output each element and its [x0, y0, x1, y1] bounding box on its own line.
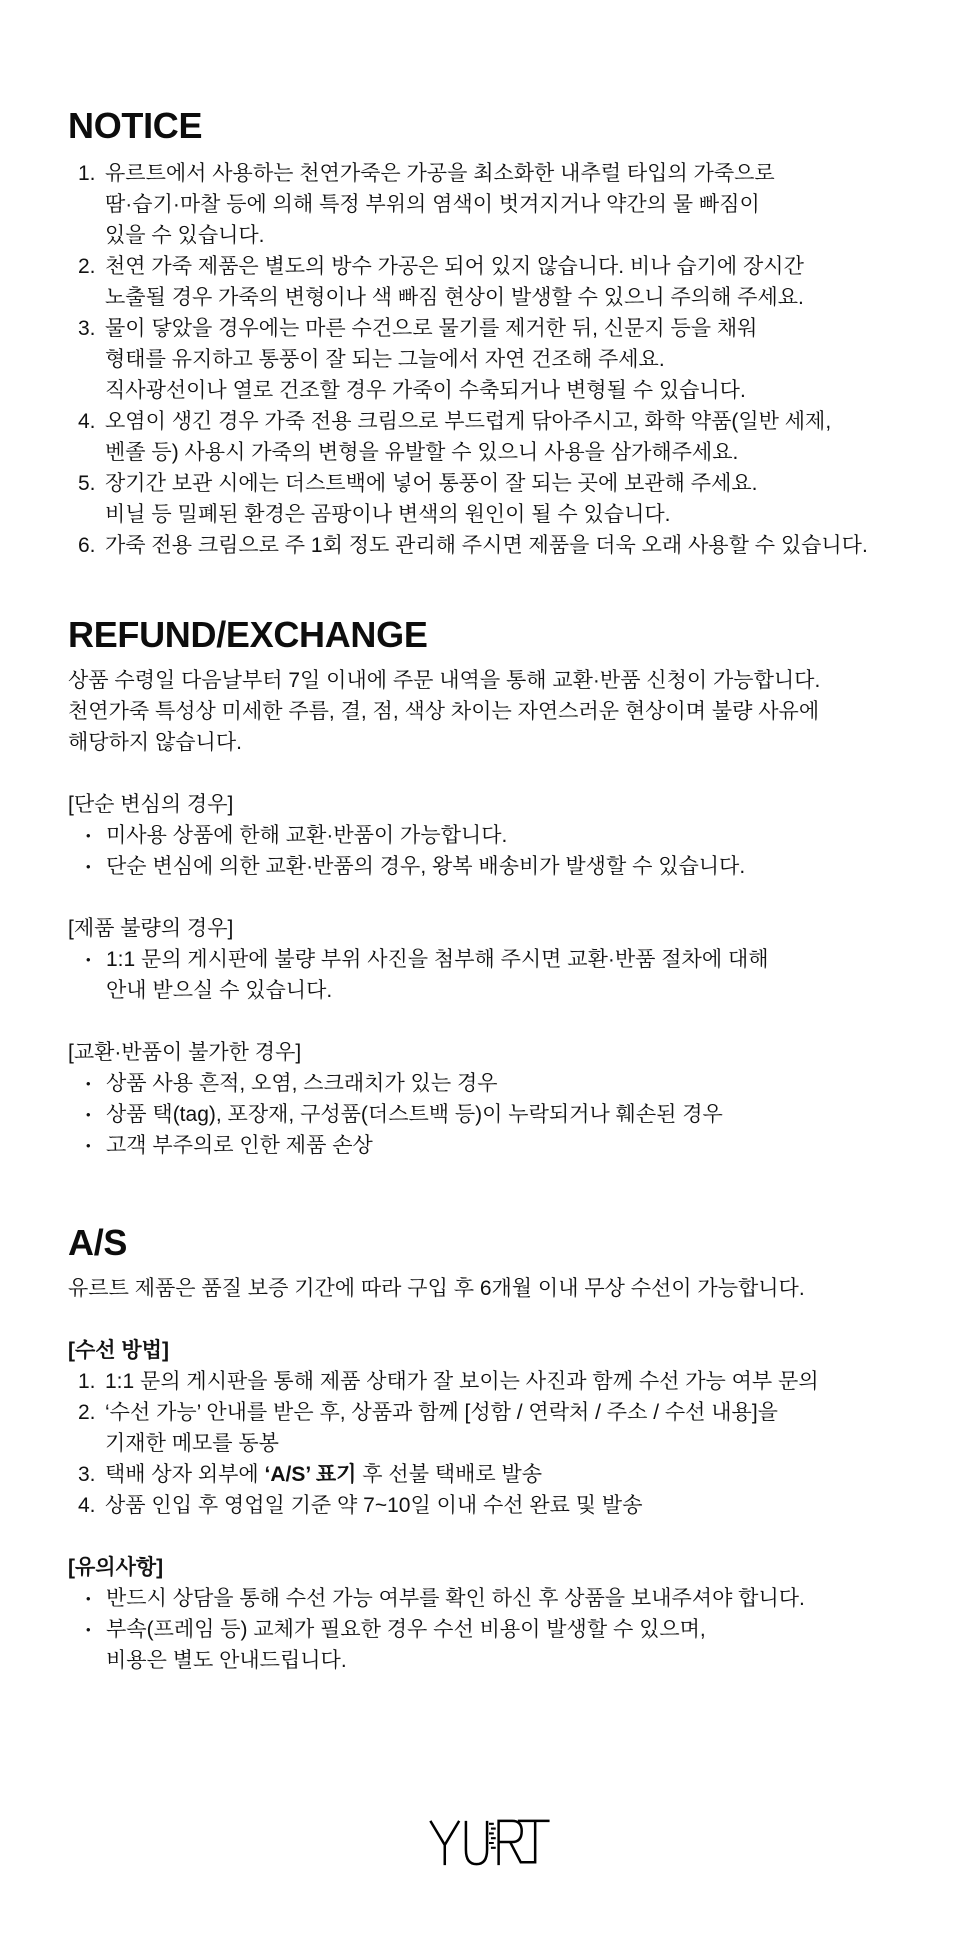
as-method-line: [105, 1459, 910, 1490]
bullet-item: [68, 851, 910, 882]
bullet-line: 반드시 상담을 통해 수선 가능 여부를 확인 하신 후 상품을 보내주셔야 합니다.: [106, 1587, 805, 1610]
notice-item: [68, 530, 910, 561]
notice-title: NOTICE: [68, 105, 203, 146]
notice-item-line: 물이 닿았을 경우에는 마른 수건으로 물기를 제거한 뒤, 신문지 등을 채워: [105, 317, 758, 340]
refund-group-not-allowed: [68, 1068, 910, 1161]
refund-intro-line: 상품 수령일 다음날부터 7일 이내에 주문 내역을 통해 교환·반품 신청이 가능합니다.: [68, 669, 821, 692]
bullet-icon: •: [86, 1107, 91, 1122]
as-method-line: 기재한 메모를 동봉: [105, 1432, 279, 1455]
as-marking-bold: ‘A/S’ 표기: [264, 1463, 357, 1486]
item-number: 1.: [78, 1370, 96, 1393]
refund-exchange-title: REFUND/EXCHANGE: [68, 614, 428, 655]
notice-item-line: 유르트에서 사용하는 천연가죽은 가공을 최소화한 내추럴 타입의 가죽으로: [105, 162, 775, 185]
refund-intro: [68, 665, 910, 758]
notice-list: [68, 158, 910, 561]
as-method-item: [68, 1397, 910, 1459]
as-method-line: 상품 인입 후 영업일 기준 약 7~10일 이내 수선 완료 및 발송: [105, 1494, 643, 1517]
item-number: 1.: [78, 162, 96, 185]
bullet-line: 단순 변심에 의한 교환·반품의 경우, 왕복 배송비가 발생할 수 있습니다.: [106, 855, 746, 878]
as-method-line-suffix: 후 선불 택배로 발송: [356, 1463, 543, 1486]
bullet-item: [68, 1614, 910, 1676]
as-method-item: [68, 1490, 910, 1521]
refund-group-change-of-mind: [68, 820, 910, 882]
bullet-item: [68, 1099, 910, 1130]
item-number: 6.: [78, 534, 96, 557]
refund-intro-line: 해당하지 않습니다.: [68, 731, 242, 754]
refund-intro-line: 천연가죽 특성상 미세한 주름, 결, 점, 색상 차이는 자연스러운 현상이며 불량 사유에: [68, 700, 820, 723]
notice-item-line: 있을 수 있습니다.: [105, 224, 265, 247]
notice-item-line: 장기간 보관 시에는 더스트백에 넣어 통풍이 잘 되는 곳에 보관해 주세요.: [105, 472, 758, 495]
as-intro: 유르트 제품은 품질 보증 기간에 따라 구입 후 6개월 이내 무상 수선이 가능합니다.: [68, 1277, 805, 1300]
notice-item: [68, 158, 910, 251]
bullet-item: [68, 1583, 910, 1614]
bullet-icon: •: [86, 1622, 91, 1637]
bullet-line: 상품 사용 흔적, 오염, 스크래치가 있는 경우: [106, 1072, 498, 1095]
notice-item-line: 벤졸 등) 사용시 가죽의 변형을 유발할 수 있으니 사용을 삼가해주세요.: [105, 441, 739, 464]
brand-logo: [68, 1818, 910, 1868]
bullet-item: [68, 820, 910, 851]
stitch-marks-icon: [489, 1824, 496, 1848]
as-method-line: 1:1 문의 게시판을 통해 제품 상태가 잘 보이는 사진과 함께 수선 가능 여부 문의: [105, 1370, 819, 1393]
yurt-logo-icon: [425, 1818, 553, 1868]
item-number: 2.: [78, 255, 96, 278]
notice-item-line: 형태를 유지하고 통풍이 잘 되는 그늘에서 자연 건조해 주세요.: [105, 348, 665, 371]
refund-group-header-defect: [제품 불량의 경우]: [68, 917, 234, 940]
bullet-item: [68, 1068, 910, 1099]
refund-group-defect: [68, 944, 910, 1006]
as-method-header: [수선 방법]: [68, 1339, 169, 1362]
refund-group-header-change-of-mind: [단순 변심의 경우]: [68, 793, 234, 816]
notice-item-line: 가죽 전용 크림으로 주 1회 정도 관리해 주시면 제품을 더욱 오래 사용할 수 있습니다.: [105, 534, 868, 557]
bullet-item: [68, 1130, 910, 1161]
as-caution-header: [유의사항]: [68, 1556, 164, 1579]
bullet-line: 1:1 문의 게시판에 불량 부위 사진을 첨부해 주시면 교환·반품 절차에 대해: [106, 948, 769, 971]
bullet-icon: •: [86, 1076, 91, 1091]
bullet-line: 비용은 별도 안내드립니다.: [106, 1649, 347, 1672]
notice-item: [68, 251, 910, 313]
notice-item-line: 오염이 생긴 경우 가죽 전용 크림으로 부드럽게 닦아주시고, 화학 약품(일반 세제,: [105, 410, 832, 433]
as-method-item: [68, 1459, 910, 1490]
as-method-item: [68, 1366, 910, 1397]
refund-group-header-not-allowed: [교환·반품이 불가한 경우]: [68, 1041, 302, 1064]
item-number: 4.: [78, 1494, 96, 1517]
bullet-item: [68, 944, 910, 1006]
item-number: 2.: [78, 1401, 96, 1424]
bullet-line: 부속(프레임 등) 교체가 필요한 경우 수선 비용이 발생할 수 있으며,: [106, 1618, 706, 1641]
notice-item: [68, 406, 910, 468]
notice-item: [68, 313, 910, 406]
as-method-list: [68, 1366, 910, 1521]
notice-item-line: 직사광선이나 열로 건조할 경우 가죽이 수축되거나 변형될 수 있습니다.: [105, 379, 746, 402]
item-number: 4.: [78, 410, 96, 433]
notice-item: [68, 468, 910, 530]
bullet-icon: •: [86, 1138, 91, 1153]
bullet-icon: •: [86, 828, 91, 843]
as-method-line: ‘수선 가능’ 안내를 받은 후, 상품과 함께 [성함 / 연락처 / 주소 / 수선 내용]을: [105, 1401, 778, 1424]
notice-item-line: 비닐 등 밀폐된 환경은 곰팡이나 변색의 원인이 될 수 있습니다.: [105, 503, 671, 526]
bullet-line: 고객 부주의로 인한 제품 손상: [106, 1134, 373, 1157]
bullet-icon: •: [86, 859, 91, 874]
as-caution-list: [68, 1583, 910, 1676]
bullet-line: 안내 받으실 수 있습니다.: [106, 979, 333, 1002]
as-method-line-prefix: 택배 상자 외부에: [105, 1463, 265, 1486]
item-number: 3.: [78, 317, 96, 340]
notice-item-line: 노출될 경우 가죽의 변형이나 색 빠짐 현상이 발생할 수 있으니 주의해 주세요.: [105, 286, 804, 309]
item-number: 5.: [78, 472, 96, 495]
bullet-line: 상품 택(tag), 포장재, 구성품(더스트백 등)이 누락되거나 훼손된 경우: [106, 1103, 723, 1126]
item-number: 3.: [78, 1463, 96, 1486]
bullet-line: 미사용 상품에 한해 교환·반품이 가능합니다.: [106, 824, 508, 847]
bullet-icon: •: [86, 952, 91, 967]
bullet-icon: •: [86, 1591, 91, 1606]
notice-item-line: 땀·습기·마찰 등에 의해 특정 부위의 염색이 벗겨지거나 약간의 물 빠짐이: [105, 193, 760, 216]
as-title: A/S: [68, 1222, 128, 1263]
notice-item-line: 천연 가죽 제품은 별도의 방수 가공은 되어 있지 않습니다. 비나 습기에 장시간: [105, 255, 804, 278]
